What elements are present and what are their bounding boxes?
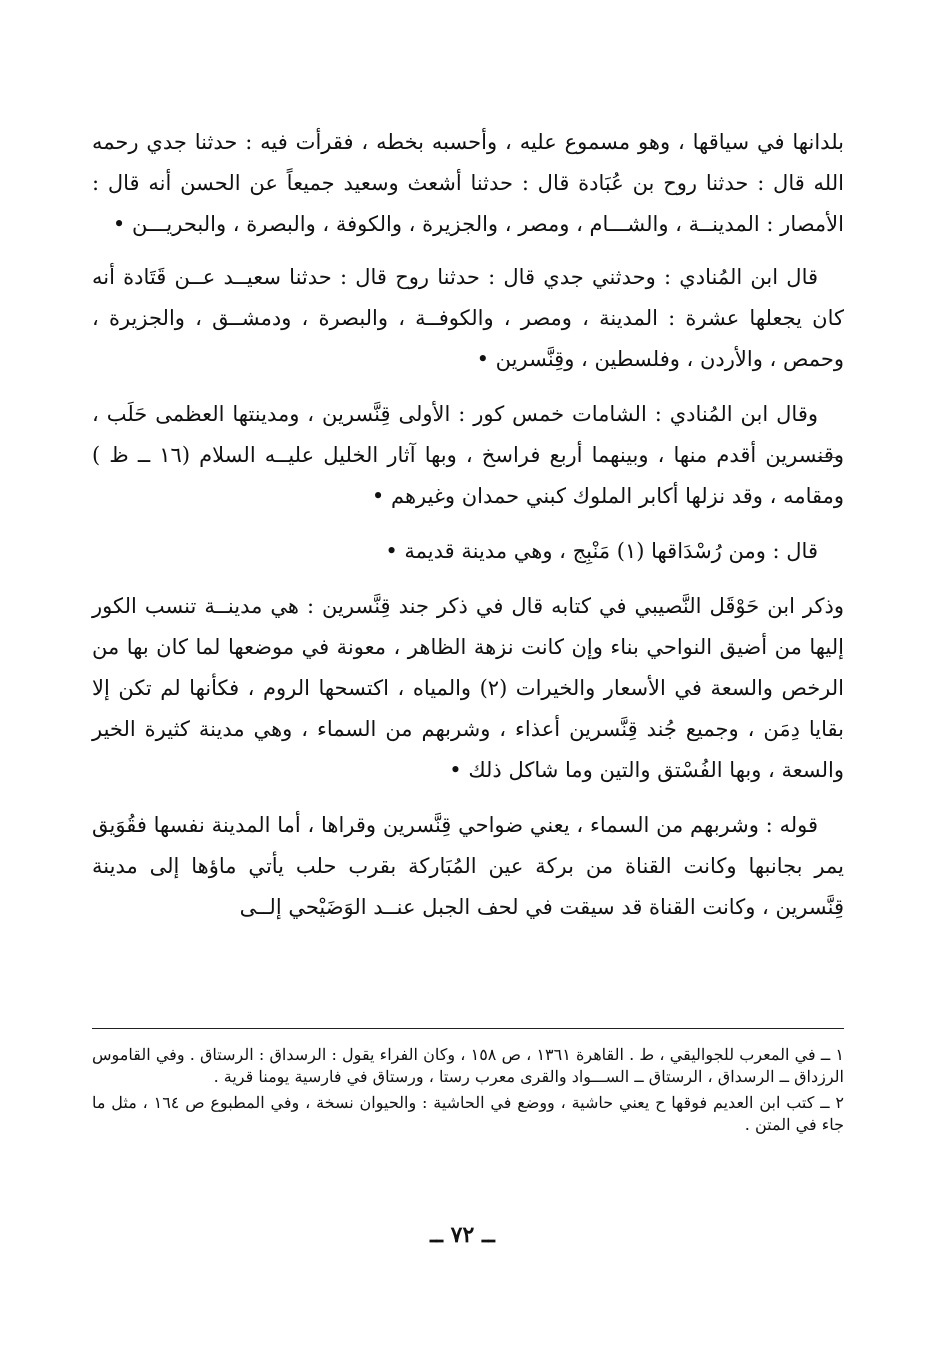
footnote-1: ١ ــ في المعرب للجواليقي ، ط . القاهرة ١٣٦١ ، ص ١٥٨ ، وكان الفراء يقول : الرسداق : الرستاق . وفي القاموس الرزداق ــ الرسداق ، الرستاق ــ الســـواد والقرى معرب رستا ، ورستاق في فارسية يومنا قرية .	[92, 1045, 844, 1086]
footnote-separator	[92, 1028, 844, 1029]
paragraph-4: قال : ومن رُسْدَاقها (١) مَنْبِج ، وهي مدينة قديمة •	[385, 539, 818, 563]
paragraph-2: قال ابن المُنادي : وحدثني جدي قال : حدثنا روح قال : حدثنا سعيــد عــن قَتَادة أنه كان يجعلها عشرة : المدينة ، ومصر ، والكوفــة ، والبصرة ، ودمشــق ، والجزيرة ، وحمص ، والأردن ، وفلسطين ، وقِنَّسرين •	[92, 265, 844, 371]
footnote-2: ٢ ــ كتب ابن العديم فوقها ح يعني حاشية ، ووضع في الحاشية : والحيوان نسخة ، وفي المطبوع ص ١٦٤ ، مثل ما جاء في المتن .	[92, 1093, 844, 1134]
page-number: ــ ٧٢ ــ	[430, 1222, 495, 1248]
paragraph-1: بلدانها في سياقها ، وهو مسموع عليه ، وأحسبه بخطه ، فقرأت فيه : حدثنا جدي رحمه الله قال : حدثنا روح بن عُبَادة قال : حدثنا أشعث وسعيد جميعاً عن الحسن أنه قال : الأمصار : المدينــة ، والشـــام ، ومصر ، والجزيرة ، والكوفة ، والبصرة ، والبحريـــن •	[92, 130, 844, 236]
paragraph-6: قوله : وشربهم من السماء ، يعني ضواحي قِنَّسرين وقراها ، أما المدينة نفسها فقُوَيق يمر بجانبها وكانت القناة من بركة عين المُبَاركة بقرب حلب يأتي ماؤها إلى مدينة قِنَّسرين ، وكانت القناة قد سيقت في لحف الجبل عنــد الوَضَيْحي إلــى	[92, 813, 844, 919]
paragraph-5: وذكر ابن حَوْقَل النَّصيبي في كتابه قال في ذكر جند قِنَّسرين : هي مدينــة تنسب الكور إليها من أضيق النواحي بناء وإن كانت نزهة الظاهر ، معونة في موضعها لما كان بها من الرخص والسعة في الأسعار والخيرات (٢) والمياه ، اكتسحها الروم ، فكأنها لم تكن إلا بقايا دِمَن ، وجميع جُند قِنَّسرين أعذاء ، وشربهم من السماء ، وهي مدينة كثيرة الخير والسعة ، وبها الفُسْتق والتين وما شاكل ذلك •	[92, 594, 844, 782]
margin-dash-mark	[818, 457, 840, 458]
paragraph-3: وقال ابن المُنادي : الشامات خمس كور : الأولى قِنَّسرين ، ومدينتها العظمى حَلَب ، وقنسرين أقدم منها ، وبينهما أربع فراسخ ، وبها آثار الخليل عليــه السلام (١٦ ــ ظ ) ومقامه ، وقد نزلها أكابر الملوك كبني حمدان وغيرهم •	[92, 402, 844, 508]
footnotes	[92, 1044, 844, 1140]
main-text-block	[92, 122, 844, 942]
